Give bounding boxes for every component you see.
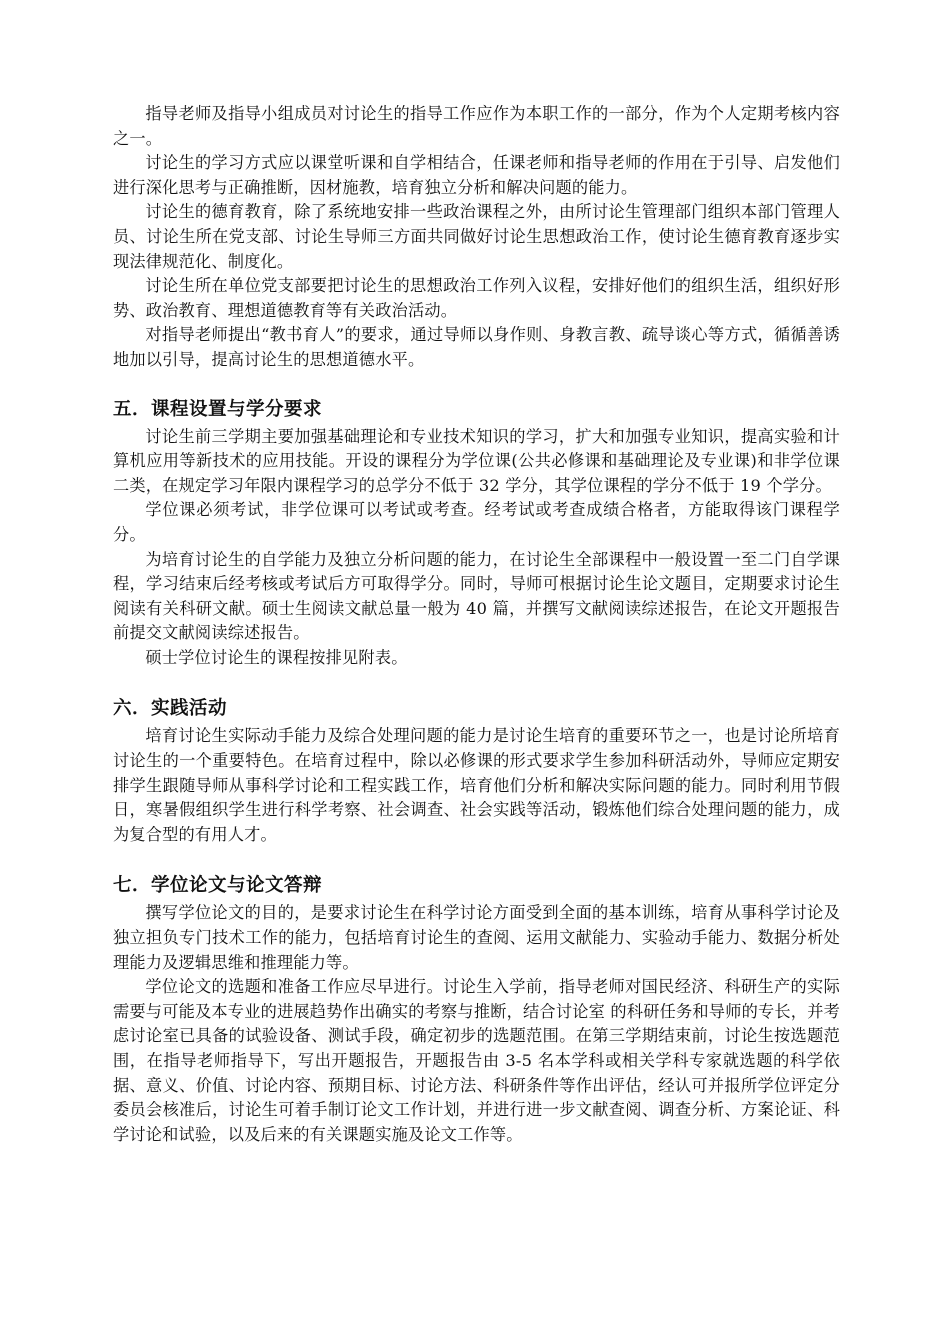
intro-paragraph-1: 指导老师及指导小组成员对讨论生的指导工作应作为本职工作的一部分，作为个人定期考核内容之一。 <box>113 104 840 148</box>
intro-paragraph-4: 讨论生所在单位党支部要把讨论生的思想政治工作列入议程，安排好他们的组织生活，组织好形势、政治教育、理想道德教育等有关政治活动。 <box>113 276 840 320</box>
intro-paragraph-5: 对指导老师提出“教书育人”的要求，通过导师以身作则、身教言教、疏导谈心等方式，循循善诱地加以引导，提高讨论生的思想道德水平。 <box>113 325 840 369</box>
intro-paragraph-3: 讨论生的德育教育，除了系统地安排一些政治课程之外，由所讨论生管理部门组织本部门管理人员、讨论生所在党支部、讨论生导师三方面共同做好讨论生思想政治工作，使讨论生德育教育逐步实现法律规范化、制度化。 <box>113 202 840 271</box>
section-heading-practice: 六．实践活动 <box>113 698 228 720</box>
section5-paragraph-3: 为培育讨论生的自学能力及独立分析问题的能力，在讨论生全部课程中一般设置一至二门自学课程，学习结束后经考核或考试后方可取得学分。同时，导师可根据讨论生论文题目，定期要求讨论生阅读有关科研文献。硕士生阅读文献总量一般为 40 篇，并撰写文献阅读综述报告，在论文开题报告前提交文献阅读综述报告。 <box>113 549 840 643</box>
section5-paragraph-1: 讨论生前三学期主要加强基础理论和专业技术知识的学习，扩大和加强专业知识，提高实验和计算机应用等新技术的应用技能。开设的课程分为学位课(公共必修课和基础理论及专业课)和非学位课二类，在规定学习年限内课程学习的总学分不低于 32 学分，其学位课程的学分不低于 19 个学分。 <box>113 426 840 495</box>
section7-paragraph-2: 学位论文的选题和准备工作应尽早进行。讨论生入学前，指导老师对国民经济、科研生产的实际需要与可能及本专业的进展趋势作出确实的考察与推断，结合讨论室 的科研任务和导师的专长，并考虑讨论室已具备的试验设备、测试手段，确定初步的选题范围。在第三学期结束前，讨论生按选题范围，在指导老师指导下，写出开题报告，开题报告由 3-5 名本学科或相关学科专家就选题的科学依据、意义、价值、讨论内容、预期目标、讨论方法、科研条件等作出评估，经认可并报所学位评定分委员会核准后，讨论生可着手制订论文工作计划，并进行进一步文献查阅、调查分析、方案论证、科学讨论和试验，以及后来的有关课题实施及论文工作等。 <box>113 977 840 1144</box>
section-heading-course-credits: 五．课程设置与学分要求 <box>113 398 323 420</box>
intro-paragraph-2: 讨论生的学习方式应以课堂听课和自学相结合，任课老师和指导老师的作用在于引导、启发他们进行深化思考与正确推断，因材施教，培育独立分析和解决问题的能力。 <box>113 153 840 197</box>
section6-paragraph-1: 培育讨论生实际动手能力及综合处理问题的能力是讨论生培育的重要环节之一，也是讨论所培育讨论生的一个重要特色。在培育过程中，除以必修课的形式要求学生参加科研活动外，导师应定期安排学生跟随导师从事科学讨论和工程实践工作，培育他们分析和解决实际问题的能力。同时利用节假日，寒暑假组织学生进行科学考察、社会调查、社会实践等活动，锻炼他们综合处理问题的能力，成为复合型的有用人才。 <box>113 726 840 844</box>
section7-paragraph-1: 撰写学位论文的目的，是要求讨论生在科学讨论方面受到全面的基本训练，培育从事科学讨论及独立担负专门技术工作的能力，包括培育讨论生的查阅、运用文献能力、实验动手能力、数据分析处理能力及逻辑思维和推理能力等。 <box>113 903 840 972</box>
section-heading-thesis-defense: 七．学位论文与论文答辩 <box>113 875 323 897</box>
section5-paragraph-2: 学位课必须考试，非学位课可以考试或考查。经考试或考查成绩合格者，方能取得该门课程学分。 <box>113 500 840 544</box>
section5-paragraph-4: 硕士学位讨论生的课程按排见附表。 <box>145 647 408 667</box>
